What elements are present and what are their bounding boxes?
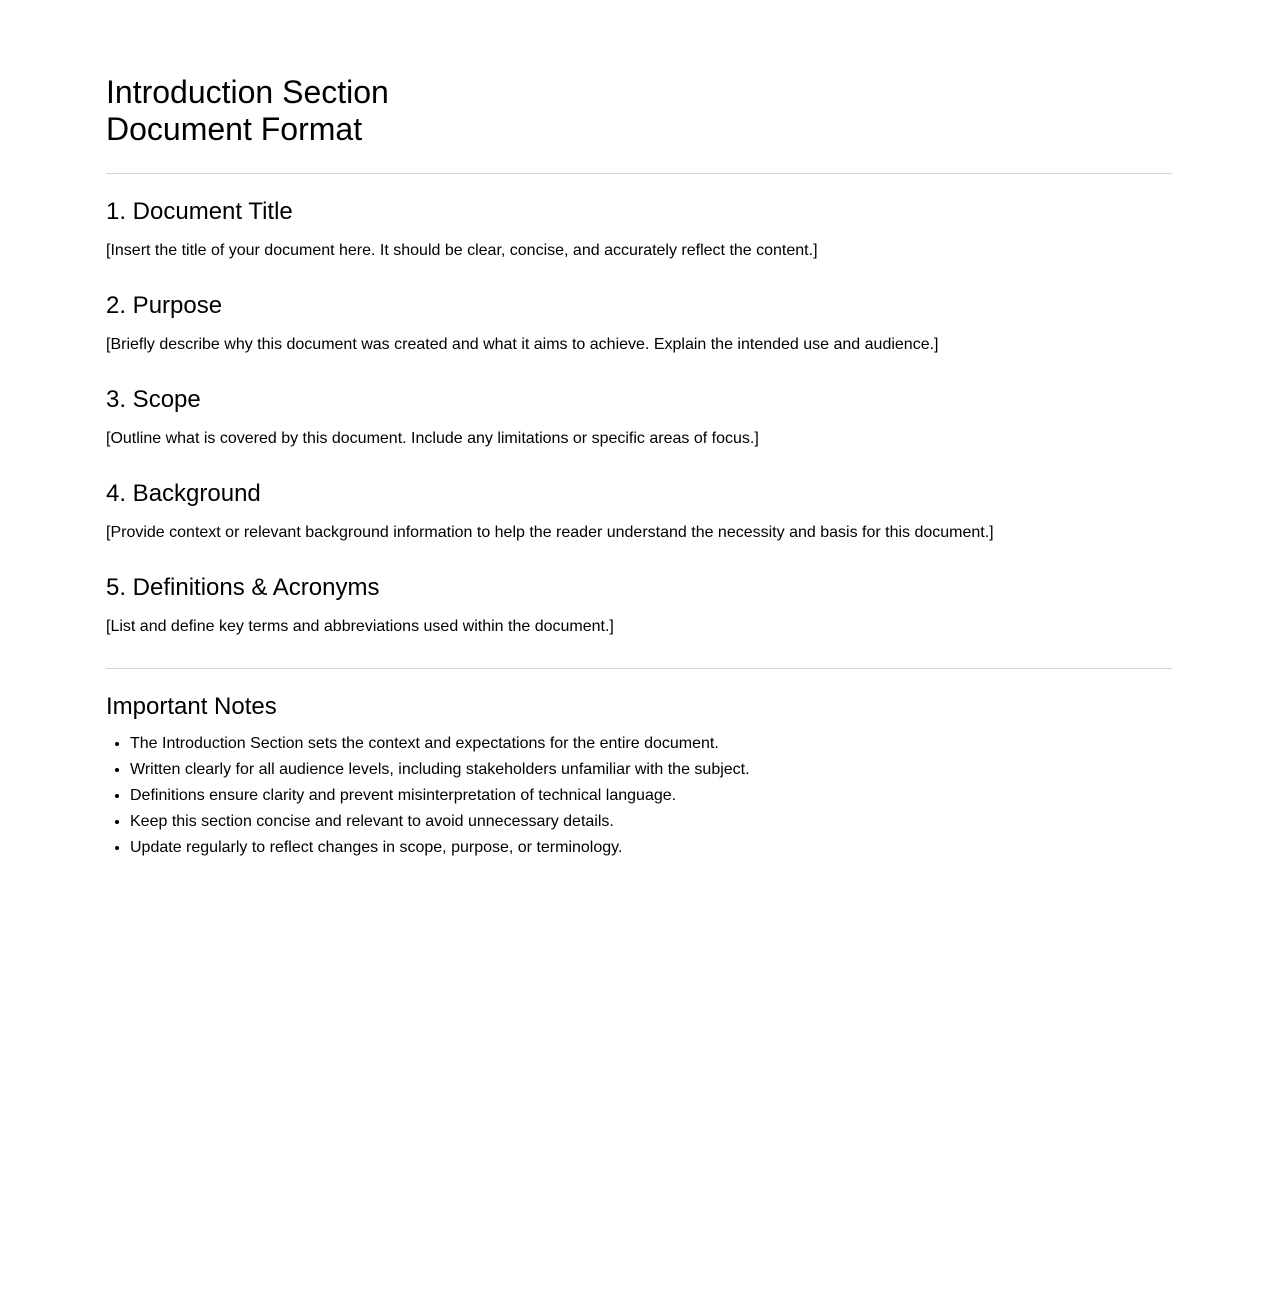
page-title-line-2: Document Format	[106, 111, 363, 147]
section-body: [Insert the title of your document here. It should be clear, concise, and accurately reflect the content.]	[106, 242, 818, 259]
section-heading: 3. Scope	[106, 386, 201, 413]
section-scope	[106, 386, 1172, 448]
section-body: [Provide context or relevant background information to help the reader understand the necessity and basis for this document.]	[106, 524, 994, 541]
divider-bottom	[106, 668, 1172, 669]
document-page	[106, 0, 1172, 857]
section-definitions-acronyms	[106, 574, 1172, 636]
section-purpose	[106, 292, 1172, 354]
section-heading: 2. Purpose	[106, 292, 223, 319]
list-item: • Written clearly for all audience levels, including stakeholders unfamiliar with the subject.	[130, 761, 1172, 779]
section-body: [Outline what is covered by this document. Include any limitations or specific areas of focus.]	[106, 430, 759, 447]
list-item: • Update regularly to reflect changes in scope, purpose, or terminology.	[130, 839, 1172, 857]
section-heading: 5. Definitions & Acronyms	[106, 574, 380, 601]
section-background	[106, 480, 1172, 542]
divider-top	[106, 173, 1172, 174]
list-item: • The Introduction Section sets the context and expectations for the entire document.	[130, 735, 1172, 753]
section-heading: 4. Background	[106, 480, 261, 507]
section-heading: 1. Document Title	[106, 198, 293, 225]
list-item: • Definitions ensure clarity and prevent misinterpretation of technical language.	[130, 787, 1172, 805]
page-title-line-1: Introduction Section	[106, 74, 389, 110]
section-body: [Briefly describe why this document was created and what it aims to achieve. Explain the intended use and audience.]	[106, 336, 939, 353]
important-notes	[106, 693, 1172, 857]
section-document-title	[106, 198, 1172, 260]
section-body: [List and define key terms and abbreviations used within the document.]	[106, 618, 614, 635]
notes-heading: Important Notes	[106, 693, 277, 720]
sections-container	[106, 198, 1172, 636]
notes-list	[106, 735, 1172, 857]
page-title	[106, 74, 1172, 148]
list-item: • Keep this section concise and relevant to avoid unnecessary details.	[130, 813, 1172, 831]
